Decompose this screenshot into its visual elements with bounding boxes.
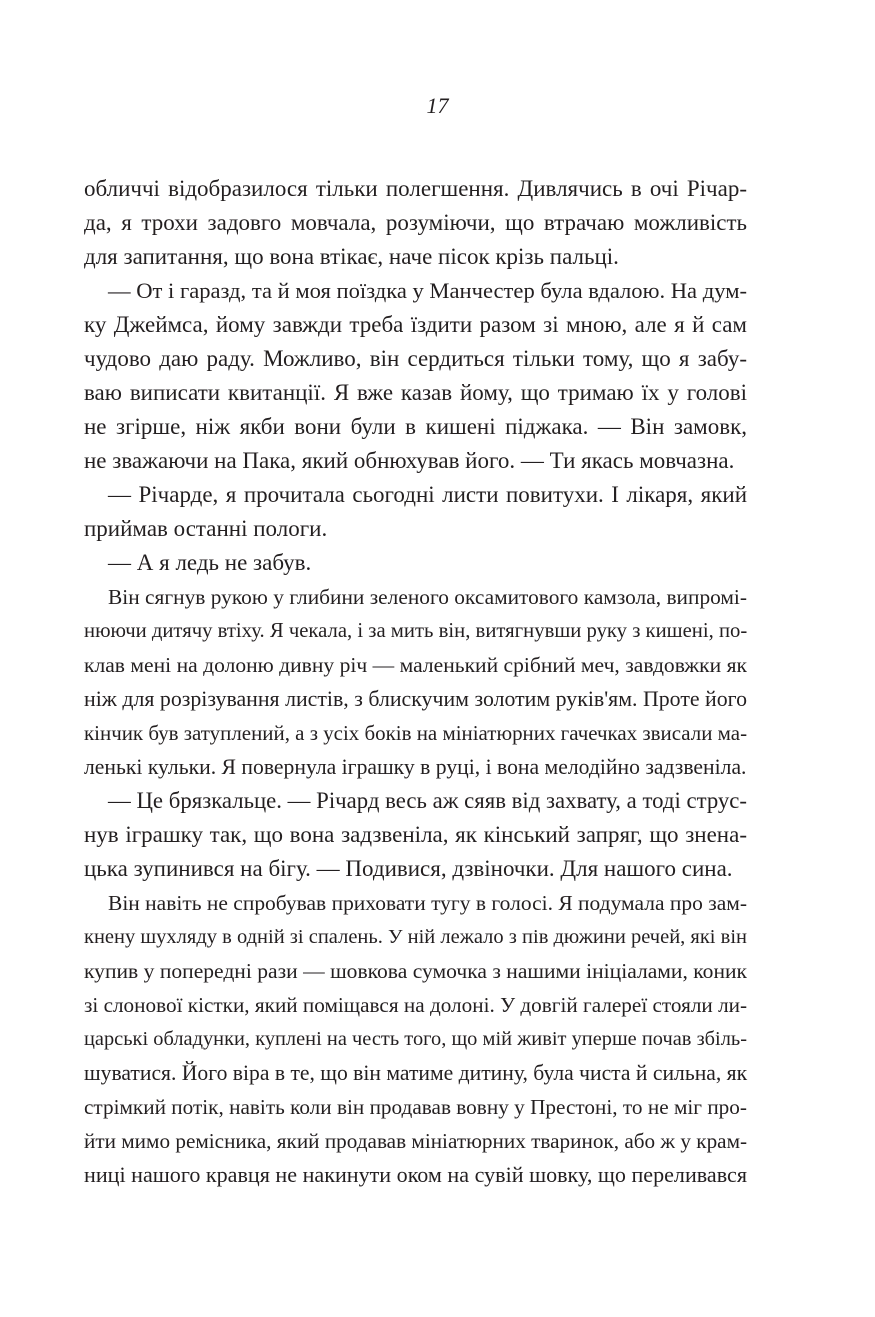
text-line: шуватися. Його віра в те, що він матиме дитину, була чиста й сильна, як <box>84 1061 748 1085</box>
text-line: приймав останні пологи. <box>84 516 328 541</box>
text-line: не згірше, ніж якби вони були в кишені піджака. — Він замовк, <box>84 414 747 439</box>
page-number: 17 <box>426 93 449 118</box>
text-line: Він сягнув рукою у глибини зеленого оксамитового камзола, випромі- <box>108 585 747 609</box>
text-line: чудово даю раду. Можливо, він сердиться тільки тому, що я забу- <box>84 346 747 371</box>
text-line: Він навіть не спробував приховати тугу в голосі. Я подумала про зам- <box>108 891 747 915</box>
text-line: зі слонової кістки, який поміщався на долоні. У довгій галереї стояли ли- <box>84 993 748 1017</box>
text-line: для запитання, що вона втікає, наче пісок крізь пальці. <box>84 244 619 269</box>
text-line: кнену шухляду в одній зі спалень. У ній лежало з пів дюжини речей, які він <box>84 926 747 948</box>
text-line: ніж для розрізування листів, з блискучим золотим руків'ям. Проте його <box>84 687 747 711</box>
body-text <box>84 172 747 1192</box>
text-line: цька зупинився на бігу. — Подивися, дзвіночки. Для нашого сина. <box>84 856 733 881</box>
text-line: ниці нашого кравця не накинути оком на сувій шовку, що переливався <box>84 1162 747 1187</box>
text-line: стрімкий потік, навіть коли він продавав вовну у Престоні, то не міг про- <box>84 1095 747 1119</box>
text-line: купив у попередні рази — шовкова сумочка з нашими ініціалами, коник <box>84 959 747 983</box>
text-line: нюючи дитячу втіху. Я чекала, і за мить він, витягнувши руку з кишені, по- <box>84 620 748 642</box>
text-line: ленькі кульки. Я повернула іграшку в руці, і вона мелодійно задзвеніла. <box>84 755 747 779</box>
text-line: ку Джеймса, йому завжди треба їздити разом зі мною, але я й сам <box>84 312 747 337</box>
text-line: ваю виписати квитанції. Я вже казав йому, що тримаю їх у голові <box>84 380 747 405</box>
text-line: клав мені на долоню дивну річ — маленький срібний меч, завдовжки як <box>84 653 747 677</box>
text-line: — Це брязкальце. — Річард весь аж сяяв від захвату, а тоді струс- <box>108 788 748 813</box>
text-line: кінчик був затуплений, а з усіх боків на мініатюрних гачечках звисали ма- <box>84 721 748 745</box>
text-line: йти мимо ремісника, який продавав мініатюрних тваринок, або ж у крам- <box>84 1129 748 1153</box>
text-line: нув іграшку так, що вона задзвеніла, як кінський запряг, що знена- <box>84 822 747 847</box>
text-line: царські обладунки, куплені на честь того, що мій живіт уперше почав збіль- <box>84 1028 747 1050</box>
text-line: — От і гаразд, та й моя поїздка у Манчестер була вдалою. На дум- <box>108 278 748 303</box>
text-line: да, я трохи задовго мовчала, розуміючи, що втрачаю можливість <box>84 210 747 235</box>
text-line: обличчі відобразилося тільки полегшення. Дивлячись в очі Річар- <box>84 176 747 201</box>
text-line: — Річарде, я прочитала сьогодні листи повитухи. І лікаря, який <box>108 482 747 507</box>
text-line: — А я ледь не забув. <box>108 550 312 575</box>
text-line: не зважаючи на Пака, який обнюхував його. — Ти якась мовчазна. <box>84 448 735 473</box>
